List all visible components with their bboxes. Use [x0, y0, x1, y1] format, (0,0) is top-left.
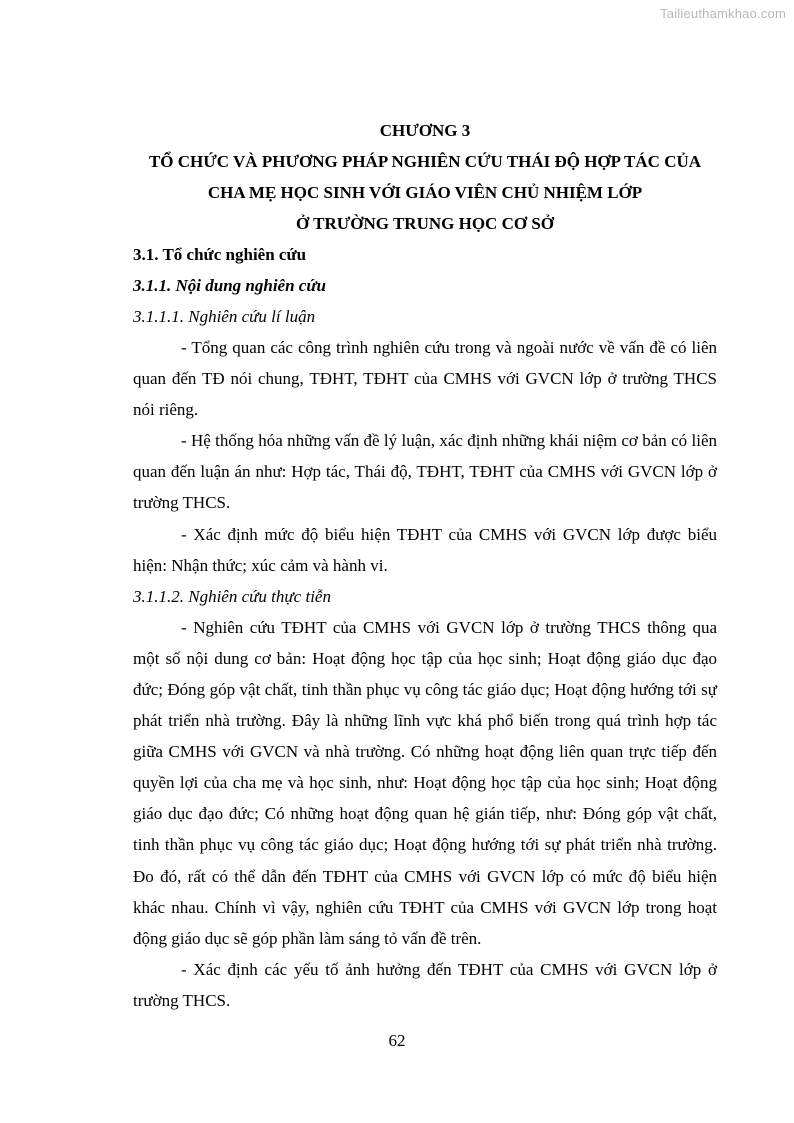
document-page — [133, 115, 717, 1016]
paragraph-systematize: - Hệ thống hóa những vấn đề lý luận, xác định những khái niệm cơ bản có liên quan đến luận án như: Hợp tác, Thái độ, TĐHT, TĐHT của CMHS với GVCN lớp ở trường THCS. — [133, 431, 717, 513]
chapter-number: CHƯƠNG 3 — [379, 121, 471, 140]
section-heading-3-1-1-1: 3.1.1.1. Nghiên cứu lí luận — [133, 307, 316, 326]
chapter-title-line-3: Ở TRƯỜNG TRUNG HỌC CƠ SỞ — [295, 214, 555, 233]
chapter-title-line-2: CHA MẸ HỌC SINH VỚI GIÁO VIÊN CHỦ NHIỆM LỚP — [207, 183, 643, 202]
paragraph-overview: - Tổng quan các công trình nghiên cứu trong và ngoài nước về vấn đề có liên quan đến TĐ nói chung, TĐHT, TĐHT của CMHS với GVCN lớp ở trường THCS nói riêng. — [133, 338, 717, 420]
section-heading-3-1: 3.1. Tổ chức nghiên cứu — [133, 245, 307, 264]
section-heading-3-1-1-2: 3.1.1.2. Nghiên cứu thực tiễn — [133, 586, 331, 606]
watermark: Tailieuthamkhao.com — [660, 6, 786, 21]
paragraph-practical-research: - Nghiên cứu TĐHT của CMHS với GVCN lớp ở trường THCS thông qua một số nội dung cơ bản: Hoạt động học tập của học sinh; Hoạt động giáo dục đạo đức; Đóng góp vật chất, tinh thần phục vụ công tác giáo dục; Hoạt động hướng tới sự phát triển nhà trường. Đây là những lĩnh vực khá phổ biến trong quá trình hợp tác giữa CMHS với GVCN và nhà trường. Có những hoạt động liên quan trực tiếp đến quyền lợi của cha mẹ và học sinh, như: Hoạt động học tập của học sinh; Hoạt động giáo dục đạo đức; Có những hoạt động quan hệ gián tiếp, như: Đóng góp vật chất, tinh thần phục vụ công tác giáo dục; Hoạt động hướng tới sự phát triển nhà trường. Đo đó, rất có thể dẫn đến TĐHT của CMHS với GVCN lớp có mức độ biểu hiện khác nhau. Chính vì vậy, nghiên cứu TĐHT của CMHS với GVCN lớp trong hoạt động giáo dục sẽ góp phần làm sáng tỏ vấn đề trên. — [133, 617, 717, 948]
section-heading-3-1-1: 3.1.1. Nội dung nghiên cứu — [133, 276, 326, 295]
chapter-title-line-1: TỔ CHỨC VÀ PHƯƠNG PHÁP NGHIÊN CỨU THÁI ĐỘ HỢP TÁC CỦA — [148, 152, 702, 171]
page-number: 62 — [388, 1031, 406, 1050]
paragraph-influencing-factors: - Xác định các yếu tố ảnh hưởng đến TĐHT của CMHS với GVCN lớp ở trường THCS. — [133, 959, 717, 1010]
paragraph-expression-levels: - Xác định mức độ biểu hiện TĐHT của CMHS với GVCN lớp được biểu hiện: Nhận thức; xúc cảm và hành vi. — [133, 524, 717, 575]
